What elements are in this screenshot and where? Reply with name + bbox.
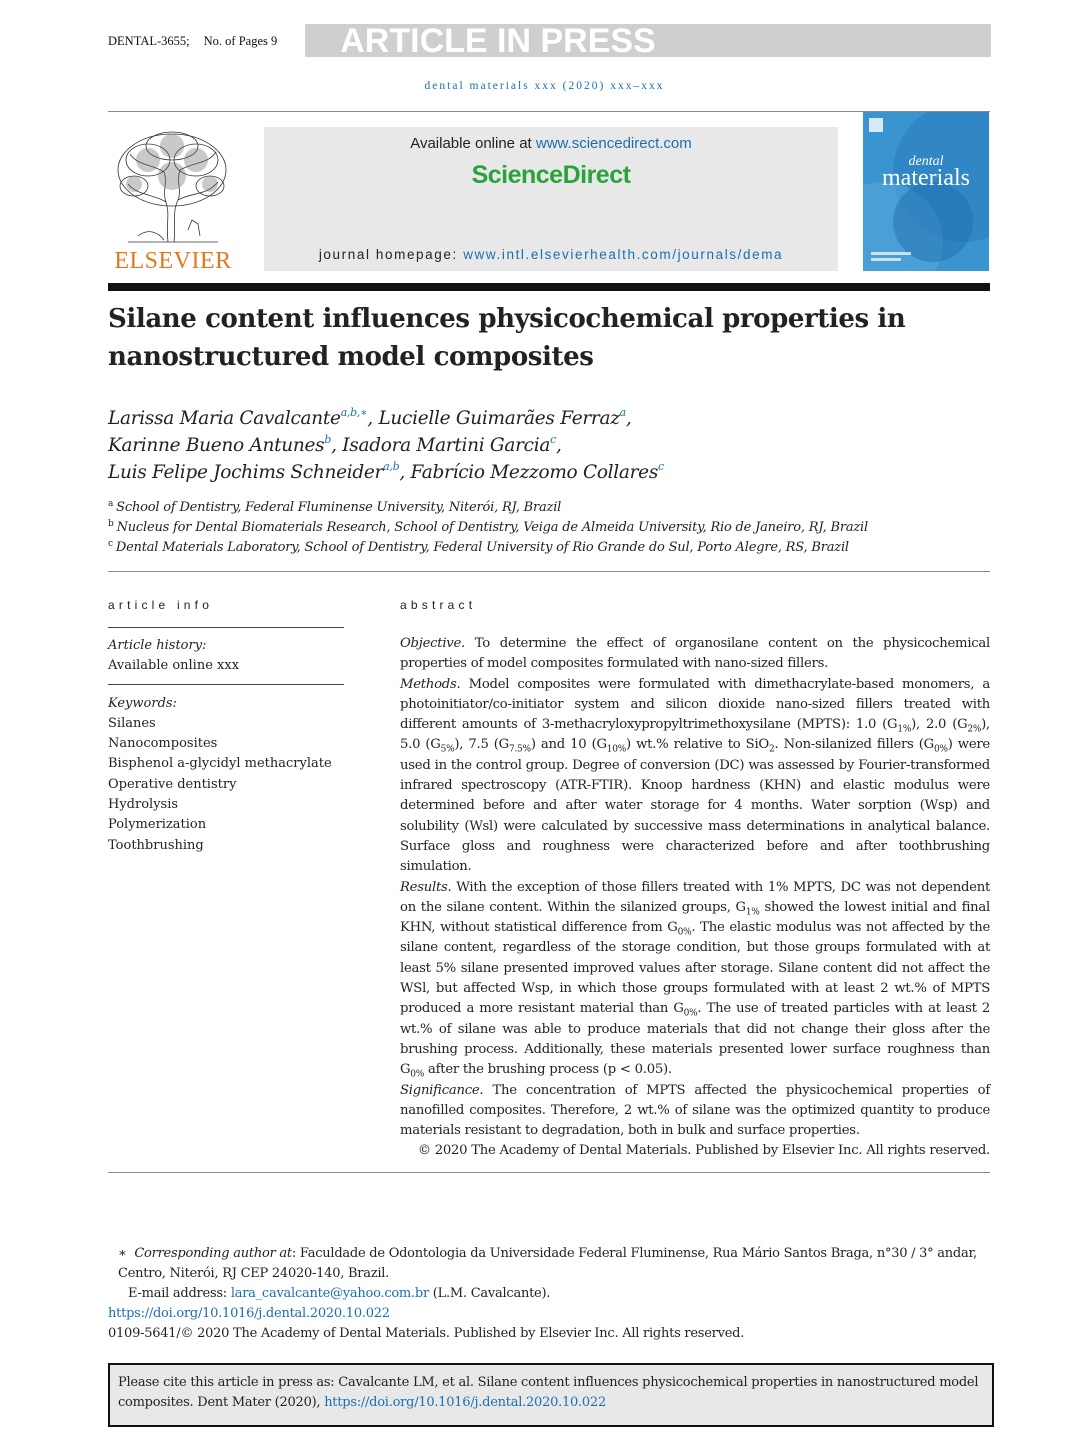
methods-text: ) were used in the control group. Degree of conversion (DC) was assessed by Fourier-transformed infrared spectroscopy (ATR-FTIR). Knoop hardness (KHN) and elastic modulus were determined before and after water storage for 4 months. Water sorption (Wsp) and solubility (Wsl) were calculated by successive mass determinations in analytical balance. Surface gloss and roughness were characterized before and after toothbrushing simulation. bbox=[400, 737, 990, 875]
keyword-item: Silanes bbox=[108, 715, 156, 731]
keyword-item: Toothbrushing bbox=[108, 837, 204, 853]
author-affil-mark[interactable]: a bbox=[619, 406, 626, 419]
affiliation-divider bbox=[108, 571, 990, 572]
objective-label: Objective. bbox=[400, 636, 465, 651]
doc-id: DENTAL-3655; bbox=[108, 34, 190, 48]
article-info-heading: article info bbox=[108, 598, 214, 612]
affiliation-text: Nucleus for Dental Biomaterials Research, School of Dentistry, Veiga de Almeida University, Rio de Janeiro, RJ, Brazil bbox=[116, 520, 868, 535]
affiliation-text: School of Dentistry, Federal Fluminense University, Niterói, RJ, Brazil bbox=[116, 500, 562, 515]
issn-line: 0109-5641/© 2020 The Academy of Dental Materials. Published by Elsevier Inc. All rights reserved. bbox=[108, 1326, 745, 1341]
author-name: Karinne Bueno Antunes bbox=[108, 435, 325, 456]
subscript: 0% bbox=[410, 1069, 425, 1080]
citation-box bbox=[108, 1363, 994, 1427]
sciencedirect-panel bbox=[264, 127, 838, 271]
corresponding-author-note bbox=[108, 1244, 990, 1284]
keyword-item: Bisphenol a-glycidyl methacrylate bbox=[108, 756, 332, 772]
abstract-heading: abstract bbox=[400, 598, 477, 612]
objective-text: To determine the effect of organosilane content on the physicochemical properties of model composites formulated with nano-sized fillers. bbox=[400, 636, 990, 672]
keyword-item: Nanocomposites bbox=[108, 736, 218, 752]
methods-text: ) wt.% relative to SiO bbox=[626, 737, 769, 753]
abstract-objective bbox=[400, 634, 990, 675]
subscript: 0% bbox=[683, 1008, 698, 1019]
abstract-significance bbox=[400, 1081, 990, 1142]
affiliation-list bbox=[108, 498, 988, 558]
affiliation-mark: c bbox=[108, 539, 113, 549]
citation-doi-link[interactable]: https://doi.org/10.1016/j.dental.2020.10.022 bbox=[324, 1395, 606, 1410]
subscript: 0% bbox=[933, 745, 948, 756]
keywords-divider bbox=[108, 684, 344, 685]
affiliation-item bbox=[108, 538, 988, 558]
methods-text: ), 7.5 (G bbox=[454, 737, 509, 753]
header-divider bbox=[108, 111, 990, 112]
email-link[interactable]: lara_cavalcante@yahoo.com.br bbox=[230, 1286, 429, 1301]
results-text: after the brushing process (p < 0.05). bbox=[424, 1062, 672, 1078]
abstract-methods bbox=[400, 675, 990, 878]
author-name: Lucielle Guimarães Ferraz bbox=[378, 408, 620, 429]
author-affil-mark[interactable]: b bbox=[324, 433, 332, 446]
author-affil-mark[interactable]: a,b,∗ bbox=[340, 406, 368, 419]
subscript: 5% bbox=[440, 745, 455, 756]
keyword-item: Polymerization bbox=[108, 817, 207, 833]
author-name: Luis Felipe Jochims Schneider bbox=[108, 462, 384, 483]
affiliation-item bbox=[108, 498, 988, 518]
author-separator: , bbox=[555, 435, 562, 456]
affiliation-mark: a bbox=[108, 499, 114, 509]
abstract-body bbox=[400, 634, 990, 1162]
footnote-star: ∗ bbox=[118, 1246, 127, 1261]
subscript: 10% bbox=[606, 745, 627, 756]
significance-text: The concentration of MPTS affected the physicochemical properties of nanofilled composites. Therefore, 2 wt.% of silane was the optimized quantity to produce materials resistant to degradation, both in bulk and surface properties. bbox=[400, 1082, 990, 1139]
methods-text: Model composites were formulated with dimethacrylate-based monomers, a photoinitiator/co-initiator system and silicon dioxide nano-sized fillers treated with different amounts of 3-methacryloxypropyltrimethoxysilane (MPTS): 1.0 (G bbox=[400, 676, 990, 733]
results-text: . The elastic modulus was not affected by the silane content, regardless of the storage condition, but those groups formulated with at least 5% silane presented improved values after storage. Silane content did not affect the WSl, but affected Wsp, in which those groups formulated with at least 2 wt.% of MPTS produced a more resistant material than G bbox=[400, 920, 991, 1017]
abstract-copyright: © 2020 The Academy of Dental Materials. Published by Elsevier Inc. All rights reserved. bbox=[417, 1143, 990, 1159]
corresponding-label: Corresponding author at bbox=[134, 1246, 292, 1261]
page-count: No. of Pages 9 bbox=[203, 34, 278, 48]
article-info-column bbox=[108, 636, 344, 856]
keyword-item: Operative dentistry bbox=[108, 776, 237, 792]
methods-text: . Non-silanized fillers (G bbox=[774, 737, 934, 753]
cover-title-small: dental bbox=[908, 154, 944, 169]
homepage-label: journal homepage: bbox=[318, 247, 464, 262]
doi-line bbox=[108, 1304, 990, 1324]
subscript: 0% bbox=[677, 927, 692, 938]
history-label: Article history: bbox=[108, 638, 207, 653]
author-name: Larissa Maria Cavalcante bbox=[108, 408, 341, 429]
citation-text: Please cite this article in press as: Cavalcante LM, et al. Silane content influences physicochemical properties in nanostructured model composites. Dent Mater (2020), bbox=[118, 1375, 979, 1410]
sciencedirect-link[interactable]: www.sciencedirect.com bbox=[535, 135, 692, 152]
author-affil-mark[interactable]: c bbox=[550, 433, 556, 446]
sciencedirect-brand: ScienceDirect bbox=[471, 161, 631, 189]
keyword-item: Hydrolysis bbox=[108, 797, 179, 813]
article-info-divider bbox=[108, 627, 344, 628]
author-name: Fabrício Mezzomo Collares bbox=[410, 462, 659, 483]
abstract-results bbox=[400, 878, 990, 1081]
article-title: Silane content influences physicochemical properties in nanostructured model composites bbox=[108, 304, 906, 372]
masthead-divider bbox=[108, 283, 990, 291]
author-affil-mark[interactable]: c bbox=[658, 460, 664, 473]
methods-text: ), 5.0 (G bbox=[400, 717, 990, 753]
publisher-wordmark: ELSEVIER bbox=[114, 248, 232, 274]
subscript: 7.5% bbox=[508, 745, 531, 756]
author-separator: , bbox=[331, 435, 343, 456]
results-label: Results. bbox=[400, 879, 452, 895]
author-separator: , bbox=[625, 408, 632, 429]
affiliation-text: Dental Materials Laboratory, School of Dentistry, Federal University of Rio Grande do Sul, Porto Alegre, RS, Brazil bbox=[115, 540, 849, 555]
author-list bbox=[108, 405, 988, 486]
author-separator: , bbox=[367, 408, 379, 429]
email-line bbox=[108, 1284, 990, 1304]
email-label: E-mail address: bbox=[128, 1286, 231, 1301]
banner-text: ARTICLE IN PRESS bbox=[340, 22, 656, 60]
subscript: 1% bbox=[897, 724, 912, 735]
affiliation-mark: b bbox=[108, 519, 114, 529]
results-text: . The use of treated particles with at least 2 wt.% of silane was able to produce materials that did not change their gloss after the brushing process. Additionally, these materials presented lower surface roughness than G bbox=[400, 1001, 990, 1078]
author-separator: , bbox=[399, 462, 411, 483]
methods-text: ), 2.0 (G bbox=[911, 717, 968, 733]
author-affil-mark[interactable]: a,b bbox=[383, 460, 400, 473]
doi-link[interactable]: https://doi.org/10.1016/j.dental.2020.10.022 bbox=[108, 1306, 390, 1321]
subscript: 2% bbox=[967, 724, 982, 735]
subscript: 2 bbox=[768, 745, 775, 756]
results-text: showed the lowest initial and final KHN, without statistical difference from G bbox=[400, 899, 991, 936]
journal-cover-image bbox=[863, 112, 989, 271]
document-id-line bbox=[108, 34, 277, 49]
history-value: Available online xxx bbox=[108, 658, 240, 674]
methods-label: Methods. bbox=[400, 676, 461, 692]
corresponding-address: : Faculdade de Odontologia da Universidade Federal Fluminense, Rua Mário Santos Braga, n°30 / 3° andar, Centro, Niterói, RJ CEP 24020-140, Brazil. bbox=[118, 1246, 977, 1281]
journal-homepage-link[interactable]: www.intl.elsevierhealth.com/journals/dema bbox=[463, 247, 784, 262]
footnote-block bbox=[108, 1244, 990, 1344]
affiliation-item bbox=[108, 518, 988, 538]
methods-text: ) and 10 (G bbox=[530, 737, 607, 753]
journal-homepage-line bbox=[264, 247, 838, 262]
available-label: Available online at bbox=[410, 135, 536, 152]
abstract-divider bbox=[108, 1172, 990, 1173]
keywords-label: Keywords: bbox=[108, 695, 177, 711]
author-name: Isadora Martini Garcia bbox=[342, 435, 551, 456]
cover-title-large: materials bbox=[882, 165, 970, 191]
email-owner: (L.M. Cavalcante). bbox=[428, 1286, 551, 1301]
significance-label: Significance. bbox=[400, 1082, 484, 1098]
results-text: With the exception of those fillers treated with 1% MPTS, DC was not dependent on the silane content. Within the silanized groups, G bbox=[400, 879, 990, 915]
article-in-press-banner bbox=[305, 22, 991, 60]
available-online-line bbox=[264, 135, 838, 152]
journal-running-head: dental materials xxx (2020) xxx–xxx bbox=[424, 80, 665, 92]
subscript: 1% bbox=[745, 907, 760, 918]
